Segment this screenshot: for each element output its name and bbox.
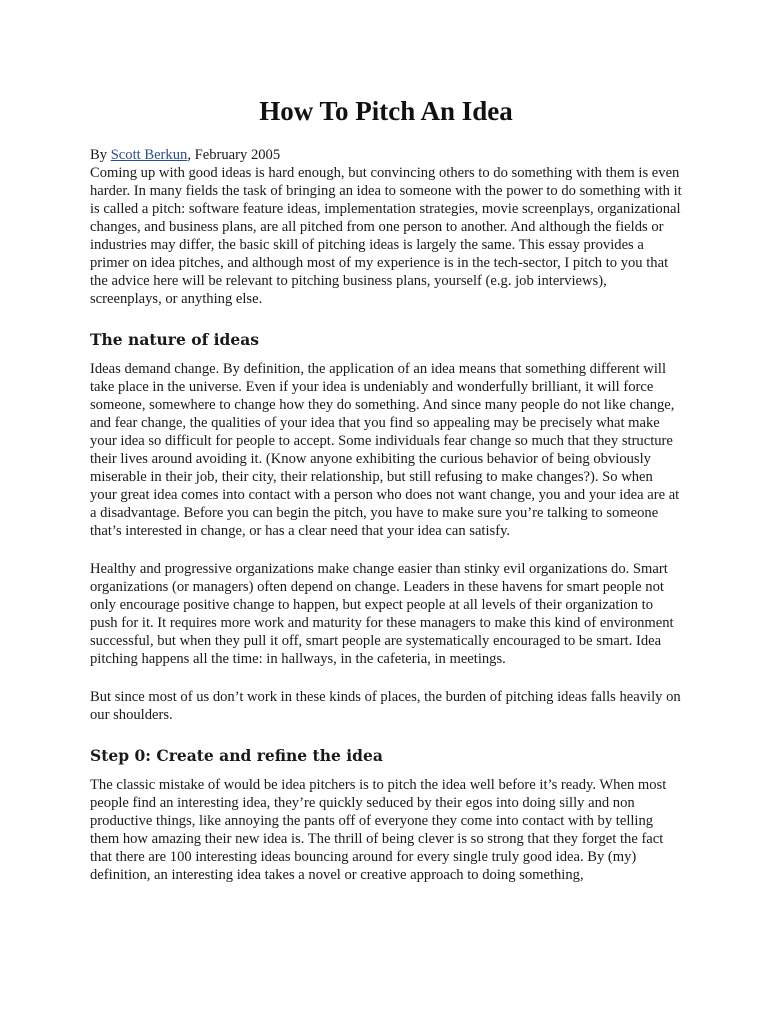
- author-link[interactable]: Scott Berkun: [110, 147, 188, 163]
- byline-prefix: By: [90, 147, 111, 163]
- section-heading-nature-of-ideas: The nature of ideas: [90, 330, 259, 349]
- paragraph: Ideas demand change. By definition, the application of an idea means that something different will take place in the universe. Even if your idea is undeniably and wonderfully brilliant, it will force someone, somewhere to change how they do something. And since many people do not like change, and fear change, the qualities of your idea that you find so appealing may be precisely what make your idea so difficult for people to accept. Some individuals fear change so much that they structure their lives around avoiding it. (Know anyone exhibiting the curious behavior of being obviously miserable in their job, their city, their relationship, but still refusing to make changes?). So when your great idea comes into contact with a person who does not want change, you and your idea are at a disadvantage. Before you can begin the pitch, you have to make sure you’re talking to someone that’s interested in change, or has a clear need that your idea can satisfy.: [90, 361, 680, 539]
- byline-date: , February 2005: [187, 147, 281, 163]
- paragraph: But since most of us don’t work in these kinds of places, the burden of pitching ideas falls heavily on our shoulders.: [90, 689, 681, 723]
- paragraph: Healthy and progressive organizations make change easier than stinky evil organizations do. Smart organizations (or managers) often depend on change. Leaders in these havens for smart people not only encourage positive change to happen, but expect people at all levels of their organization to push for it. It requires more work and maturity for these managers to make this kind of environment successful, but when they pull it off, smart people are systematically encouraged to be smart. Idea pitching happens all the time: in hallways, in the cafeteria, in meetings.: [90, 561, 674, 667]
- byline: [90, 146, 682, 164]
- paragraph: The classic mistake of would be idea pitchers is to pitch the idea well before it’s ready. When most people find an interesting idea, they’re quickly seduced by their egos into doing silly and non productive things, like annoying the pants off of everyone they come into contact with by telling them how amazing their new idea is. The thrill of being clever is so strong that they forget the fact that there are 100 interesting ideas bouncing around for every single truly good idea. By (my) definition, an interesting idea takes a novel or creative approach to doing something,: [90, 777, 667, 883]
- section-heading-step-0: Step 0: Create and refine the idea: [90, 746, 383, 765]
- intro-paragraph: Coming up with good ideas is hard enough, but convincing others to do something with them is even harder. In many fields the task of bringing an idea to someone with the power to do something with it is called a pitch: software feature ideas, implementation strategies, movie screenplays, organizational changes, and business plans, are all pitched from one person to another. And although the fields or industries may differ, the basic skill of pitching ideas is largely the same. This essay provides a primer on idea pitches, and although most of my experience is in the tech-sector, I pitch to you that the advice here will be relevant to pitching business plans, yourself (e.g. job interviews), screenplays, or anything else.: [90, 165, 682, 307]
- page-title: How To Pitch An Idea: [259, 96, 513, 126]
- article: [90, 0, 682, 884]
